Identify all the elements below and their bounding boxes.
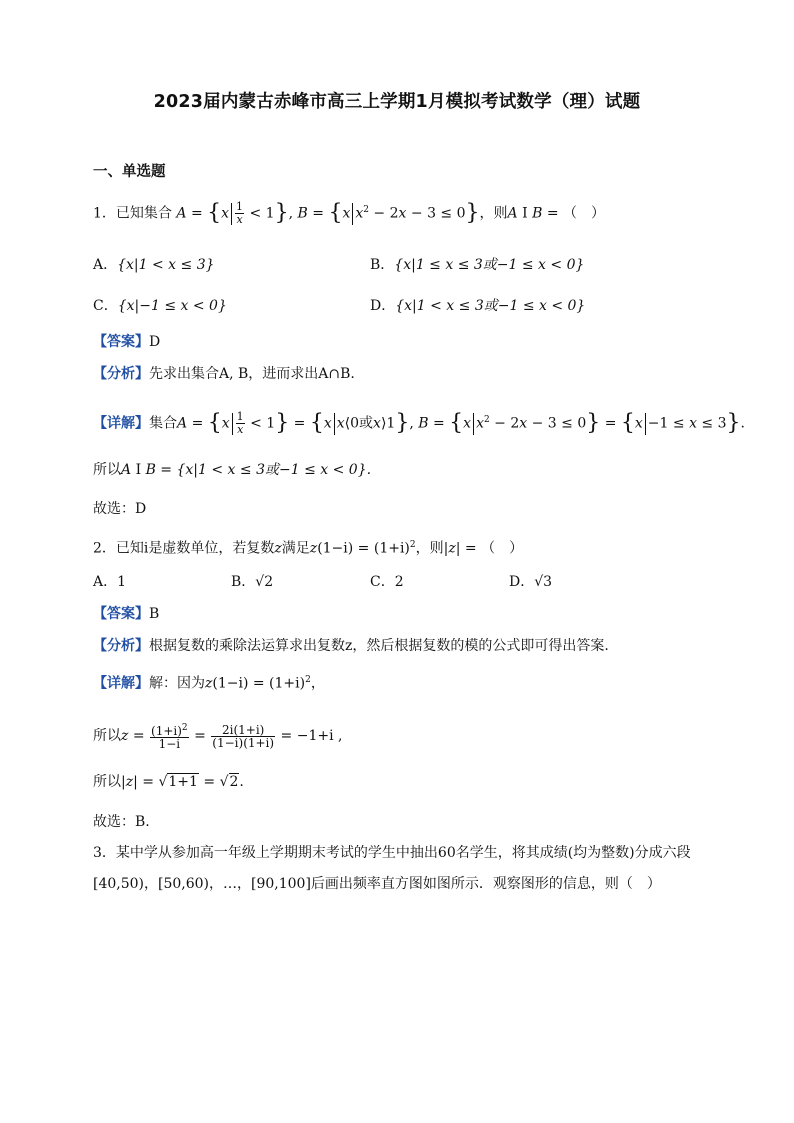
q2-answer: 【答案】B [93, 606, 160, 622]
q3-stem-line-2: [40,50)，[50,60)，…，[90,100]后画出频率直方图如图所示．观察图形的信息，则（ ） [93, 876, 661, 892]
q1-option-d[interactable]: D．{x|1 < x ≤ 3或−1 ≤ x < 0} [370, 298, 586, 314]
q1-stem: 1．已知集合 A = {x $\frac{1}{x}$ < 1}, B = {x $x^2 - 2x - 3 \le 0$}，则A I B = （ ） [93, 200, 606, 227]
q2-option-a[interactable]: A．1 [93, 574, 127, 590]
q2-stem: 2．已知i是虚数单位，若复数z满足$z(1-i) = (1+i)^2$，则|z| = （ ） [93, 540, 524, 557]
q1-detail: 【详解】集合A = {x $\frac{1}{x}$ < 1} = {x x⟨0或x⟩1}, B = {x $x^2 - 2x - 3 \le 0\} = \{x -1 \le x \le 3\}$. [93, 410, 745, 437]
q2-choose: 故选：B. [93, 814, 150, 830]
q2-option-b[interactable]: B．√2 [231, 574, 274, 590]
q1-answer: 【答案】D [93, 334, 161, 350]
q2-detail: 【详解】解：因为$z(1-i) = (1+i)^2$， [93, 675, 325, 692]
q2-step-1: 所以z = $\frac{(1+i)^2}{1-i}$ = $\frac{2i(1+i)}{(1-i)(1+i)}$ = −1+i , [93, 722, 343, 751]
q2-option-c[interactable]: C．2 [370, 574, 404, 590]
q2-analysis: 【分析】根据复数的乘除法运算求出复数z，然后根据复数的模的公式即可得出答案. [93, 638, 609, 654]
q2-option-d[interactable]: D．√3 [509, 574, 553, 590]
section-heading: 一、单选题 [93, 164, 166, 180]
q1-option-a[interactable]: A．{x|1 < x ≤ 3} [93, 257, 215, 273]
q1-conclusion: 所以A I B = {x|1 < x ≤ 3或−1 ≤ x < 0}. [93, 462, 372, 478]
q1-analysis: 【分析】先求出集合A, B，进而求出A∩B. [93, 366, 355, 382]
q1-option-c[interactable]: C．{x|−1 ≤ x < 0} [93, 298, 227, 314]
q1-option-b[interactable]: B．{x|1 ≤ x ≤ 3或−1 ≤ x < 0} [370, 257, 585, 273]
q1-choose: 故选：D [93, 501, 147, 517]
page-title: 2023届内蒙古赤峰市高三上学期1月模拟考试数学（理）试题 [153, 92, 641, 112]
q2-step-2: 所以|z| = √1+1 = √2. [93, 774, 244, 790]
q3-stem-line-1: 3．某中学从参加高一年级上学期期末考试的学生中抽出60名学生，将其成绩(均为整数)分成六段 [93, 845, 691, 861]
